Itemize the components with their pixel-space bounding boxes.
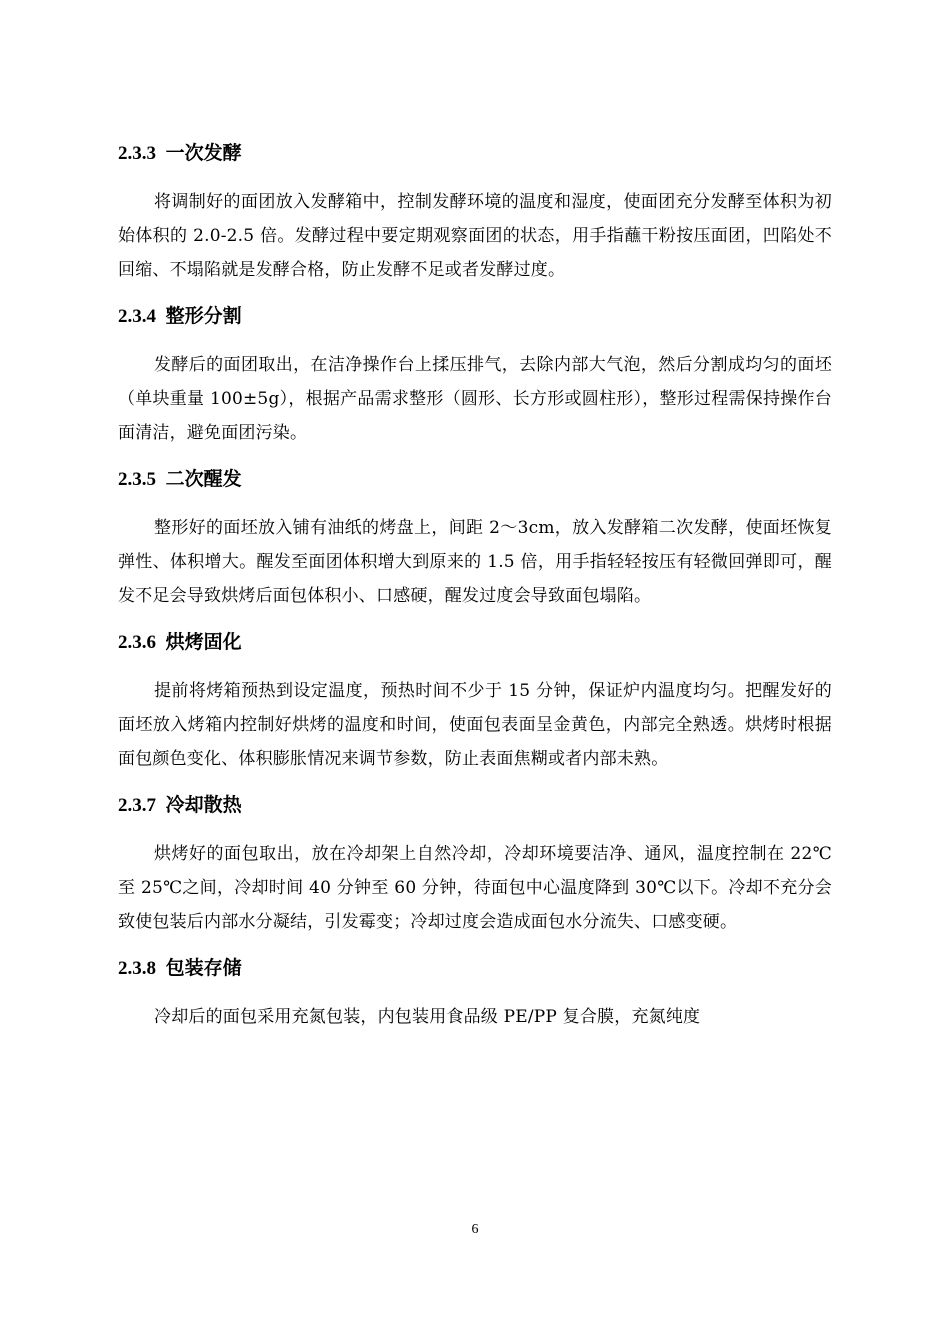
section-heading	[118, 792, 832, 819]
section-2-3-7	[118, 792, 832, 939]
section-heading	[118, 955, 832, 982]
section-heading	[118, 466, 832, 493]
section-title: 冷却散热	[165, 794, 242, 816]
section-2-3-4	[118, 303, 832, 450]
section-title: 包装存储	[165, 957, 242, 979]
section-title: 烘烤固化	[165, 631, 242, 653]
section-title: 整形分割	[165, 305, 242, 327]
section-number: 2.3.8	[118, 958, 156, 979]
page-number: 6	[471, 1222, 479, 1237]
section-heading	[118, 303, 832, 330]
section-number: 2.3.7	[118, 795, 156, 816]
section-paragraph: 整形好的面坯放入铺有油纸的烤盘上，间距 2～3cm，放入发酵箱二次发酵，使面坯恢复弹性、体积增大。醒发至面团体积增大到原来的 1.5 倍，用手指轻轻按压有轻微回弹即可，醒发不足会导致烘烤后面包体积小、口感硬，醒发过度会导致面包塌陷。	[118, 518, 832, 606]
section-2-3-8	[118, 955, 832, 1034]
section-paragraph: 烘烤好的面包取出，放在冷却架上自然冷却，冷却环境要洁净、通风，温度控制在 22℃至 25℃之间，冷却时间 40 分钟至 60 分钟，待面包中心温度降到 30℃以下。冷却不充分会致使包装后内部水分凝结，引发霉变；冷却过度会造成面包水分流失、口感变硬。	[118, 844, 832, 932]
section-number: 2.3.3	[118, 143, 156, 164]
section-paragraph: 发酵后的面团取出，在洁净操作台上揉压排气，去除内部大气泡，然后分割成均匀的面坯（单块重量 100±5g），根据产品需求整形（圆形、长方形或圆柱形），整形过程需保持操作台面清洁，避免面团污染。	[118, 355, 832, 443]
document-body	[118, 140, 832, 1050]
section-title: 二次醒发	[165, 468, 242, 490]
section-2-3-5	[118, 466, 832, 613]
section-2-3-3	[118, 140, 832, 287]
section-title: 一次发酵	[165, 142, 242, 164]
section-heading	[118, 140, 832, 167]
section-paragraph: 将调制好的面团放入发酵箱中，控制发酵环境的温度和湿度，使面团充分发酵至体积为初始体积的 2.0-2.5 倍。发酵过程中要定期观察面团的状态，用手指蘸干粉按压面团，凹陷处不回缩、不塌陷就是发酵合格，防止发酵不足或者发酵过度。	[118, 192, 832, 280]
section-paragraph: 提前将烤箱预热到设定温度，预热时间不少于 15 分钟，保证炉内温度均匀。把醒发好的面坯放入烤箱内控制好烘烤的温度和时间，使面包表面呈金黄色，内部完全熟透。烘烤时根据面包颜色变化、体积膨胀情况来调节参数，防止表面焦糊或者内部未熟。	[118, 681, 832, 769]
section-number: 2.3.6	[118, 632, 156, 653]
section-paragraph: 冷却后的面包采用充氮包装，内包装用食品级 PE/PP 复合膜，充氮纯度	[154, 1007, 701, 1027]
section-number: 2.3.4	[118, 306, 156, 327]
section-2-3-6	[118, 629, 832, 776]
section-number: 2.3.5	[118, 469, 156, 490]
section-heading	[118, 629, 832, 656]
